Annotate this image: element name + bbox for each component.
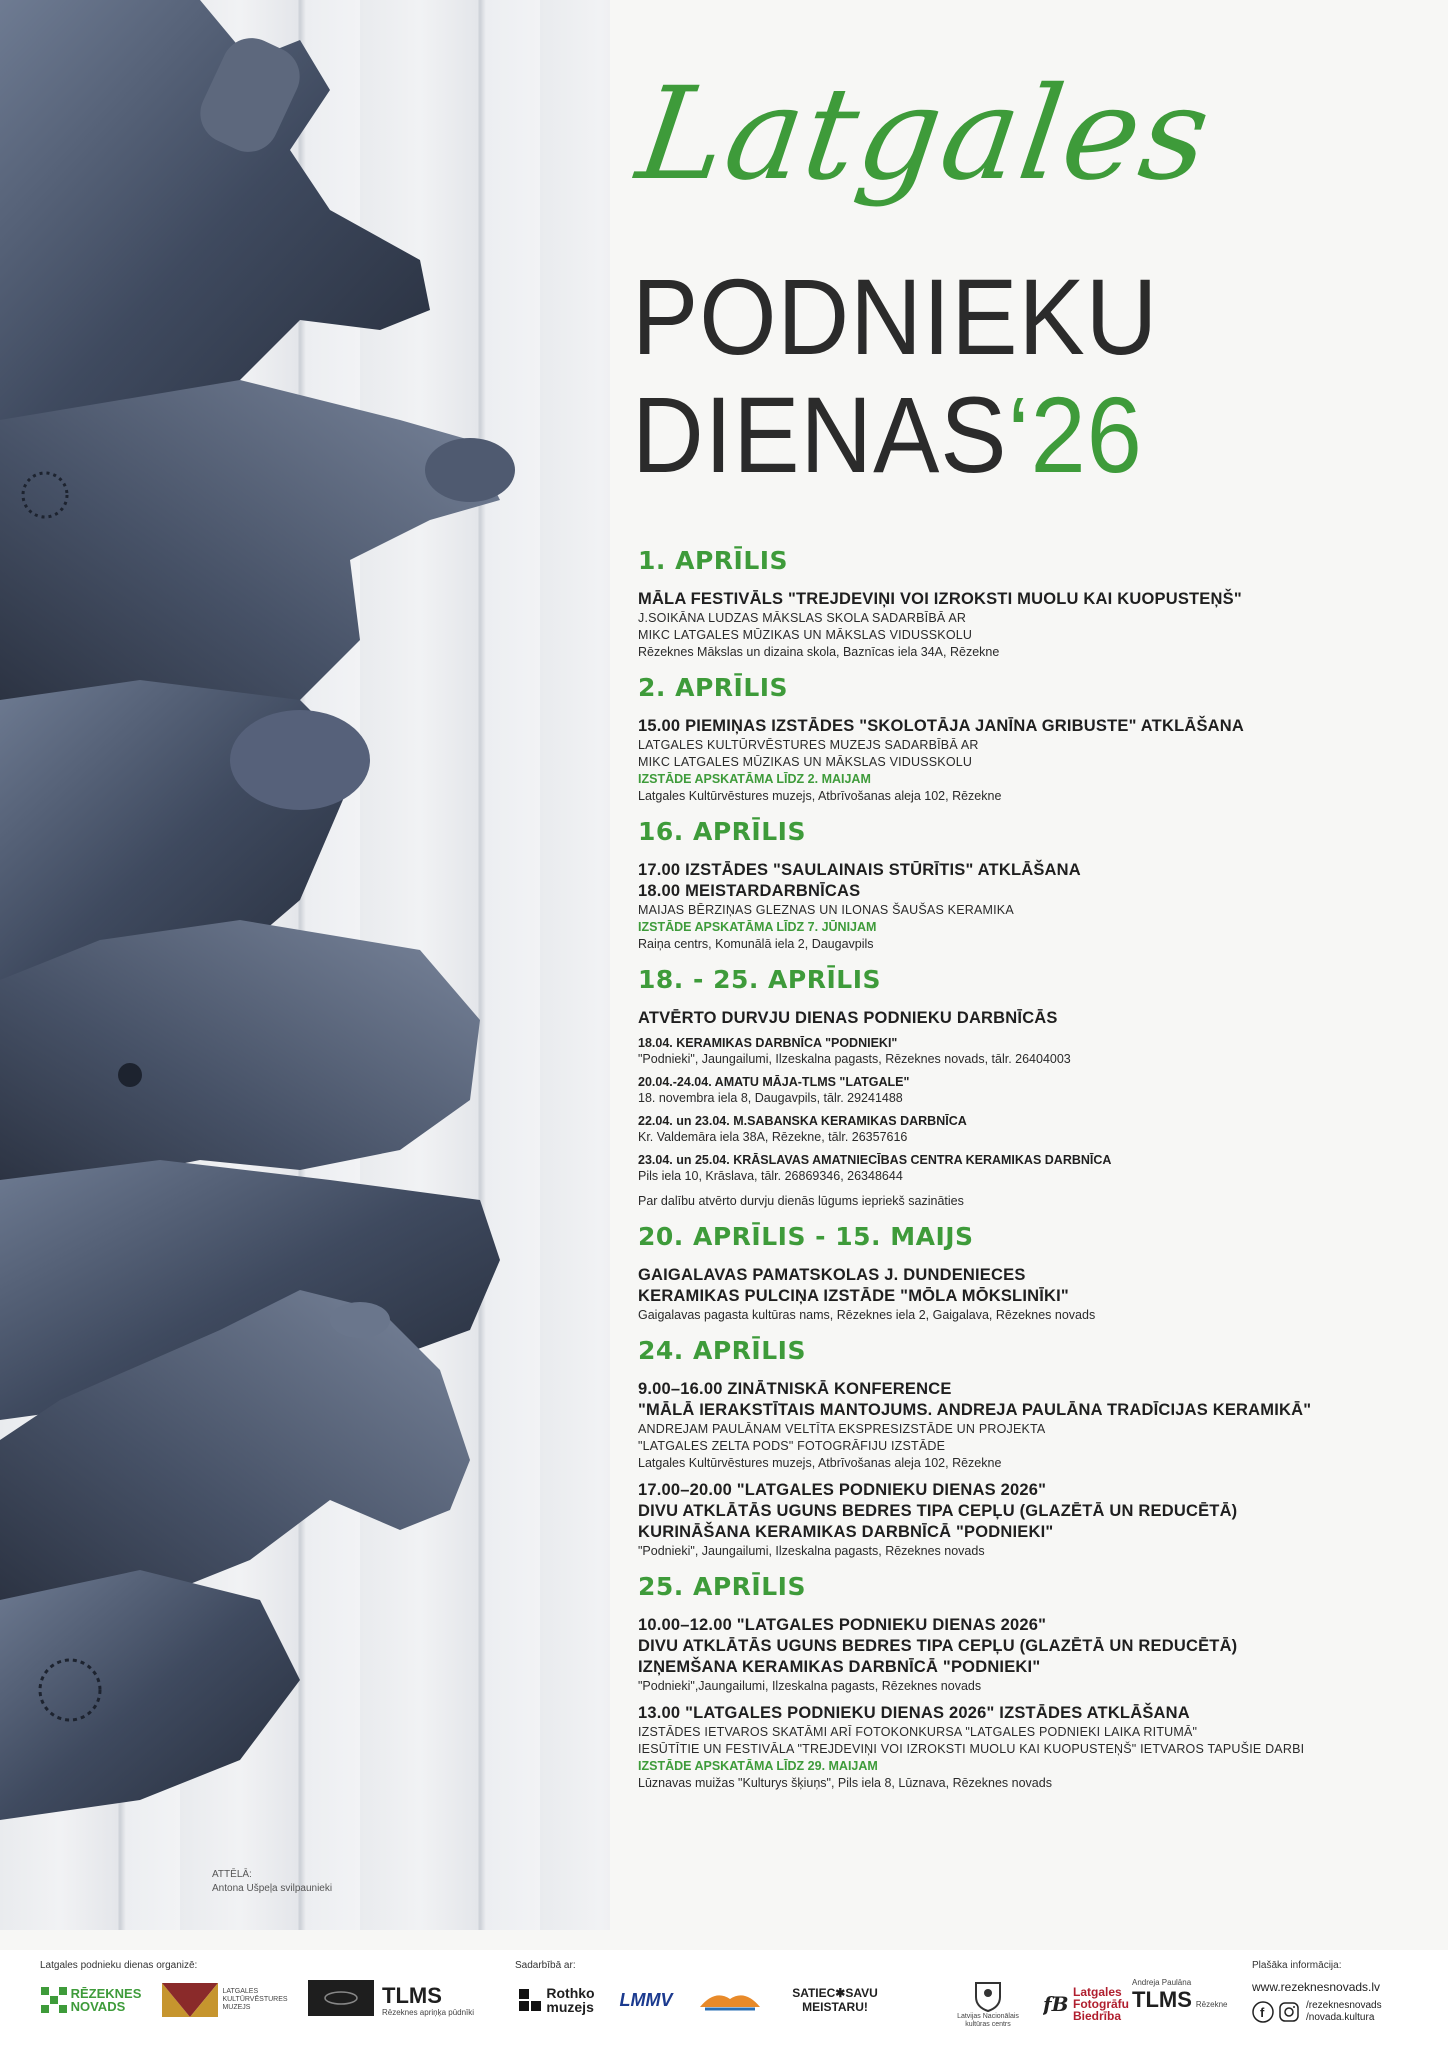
schedule-day xyxy=(638,817,1438,953)
facebook-icon[interactable] xyxy=(1252,2001,1274,2023)
event-detail: "Podnieki", Jaungailumi, Ilzeskalna pagasts, Rēzeknes novads, tālr. 26404003 xyxy=(638,1052,1071,1066)
exhibition-until: IZSTĀDE APSKATĀMA LĪDZ 7. JŪNIJAM xyxy=(638,920,877,934)
rothko-museum-logo xyxy=(512,1980,602,2020)
social-links xyxy=(1252,2000,1382,2024)
event-title: 17.00 IZSTĀDES "SAULAINAIS STŪRĪTIS" ATKLĀŠANA xyxy=(638,861,1081,879)
workshop-title: 20.04.-24.04. AMATU MĀJA-TLMS "LATGALE" xyxy=(638,1075,910,1089)
partner-dark-logo xyxy=(308,1980,374,2016)
event-title: 17.00–20.00 "LATGALES PODNIEKU DIENAS 2026" xyxy=(638,1481,1047,1499)
title-year: ‘26 xyxy=(1007,374,1143,495)
lfb-line2: Fotogrāfu xyxy=(1073,1997,1129,2011)
organizers-label: Latgales podnieku dienas organizē: xyxy=(40,1960,198,1971)
event-title: MĀLA FESTIVĀLS "TREJDEVIŅI VOI IZROKSTI MUOLU KAI KUOPUSTEŅŠ" xyxy=(638,590,1242,608)
event-title: "MĀLĀ IERAKSTĪTAIS MANTOJUMS. ANDREJA PAULĀNA TRADĪCIJAS KERAMIKĀ" xyxy=(638,1401,1312,1419)
website-link[interactable]: www.rezeknesnovads.lv xyxy=(1252,1980,1381,1994)
event-title: 15.00 PIEMIŅAS IZSTĀDES "SKOLOTĀJA JANĪNA GRIBUSTE" ATKLĀŠANA xyxy=(638,717,1245,735)
rezeknes-line1: RĒZEKNES xyxy=(70,1986,142,2001)
rezeknes-line2: NOVADS xyxy=(70,1999,126,2014)
event-title: DIVU ATKLĀTĀS UGUNS BEDRES TIPA CEPĻU (GLAZĒTĀ UN REDUCĒTĀ) xyxy=(638,1502,1238,1520)
svg-text:fB: fB xyxy=(1043,1992,1069,2016)
rothko-line1: Rothko xyxy=(546,1985,595,2001)
title-line-2 xyxy=(632,376,1158,494)
event-detail: LATGALES KULTŪRVĒSTURES MUZEJS SADARBĪBĀ AR xyxy=(638,738,979,752)
andreja-paulana-tlms-logo xyxy=(1132,1966,1236,2026)
exhibition-until: IZSTĀDE APSKATĀMA LĪDZ 29. MAIJAM xyxy=(638,1759,878,1773)
lkm-line1: LATGALES xyxy=(222,1988,259,1995)
rothko-line2: muzejs xyxy=(546,1999,594,2015)
event-detail: Latgales Kultūrvēstures muzejs, Atbrīvošanas aleja 102, Rēzekne xyxy=(638,1456,1002,1470)
event-detail: "Podnieki",Jaungailumi, Ilzeskalna pagasts, Rēzeknes novads xyxy=(638,1679,982,1693)
event-detail: Kr. Valdemāra iela 38A, Rēzekne, tālr. 26357616 xyxy=(638,1130,908,1144)
event-detail: Gaigalavas pagasta kultūras nams, Rēzeknes iela 2, Gaigalava, Rēzeknes novads xyxy=(638,1308,1096,1322)
schedule-day xyxy=(638,1222,1438,1324)
photo-caption xyxy=(212,1868,332,1896)
schedule-day xyxy=(638,1572,1438,1792)
tlms-subtitle: Rēzeknes apriņķa pūdnīki xyxy=(382,2008,475,2017)
event-title: 10.00–12.00 "LATGALES PODNIEKU DIENAS 2026" xyxy=(638,1616,1047,1634)
rezeknes-emblem-icon xyxy=(41,1987,67,2013)
title-dienas: DIENAS xyxy=(632,374,1008,495)
instagram-icon[interactable] xyxy=(1278,2001,1300,2023)
script-title: Latgales xyxy=(629,60,1220,209)
partners-label: Sadarbībā ar: xyxy=(515,1960,576,1971)
event-detail: ANDREJAM PAULĀNAM VELTĪTA EKSPRESIZSTĀDE UN PROJEKTA xyxy=(638,1422,1046,1436)
day-date: 2. APRĪLIS xyxy=(638,673,789,702)
lkm-emblem-icon xyxy=(162,1983,218,2017)
lmmv-logo xyxy=(612,1980,680,2020)
event-detail: 18. novembra iela 8, Daugavpils, tālr. 29241488 xyxy=(638,1091,903,1105)
schedule-day xyxy=(638,965,1438,1210)
event-title: 13.00 "LATGALES PODNIEKU DIENAS 2026" IZSTĀDES ATKLĀŠANA xyxy=(638,1704,1190,1722)
workshop-title: 23.04. un 25.04. KRĀSLAVAS AMATNIECĪBAS CENTRA KERAMIKAS DARBNĪCA xyxy=(638,1153,1112,1167)
schedule-day xyxy=(638,546,1438,661)
event-detail: IESŪTĪTIE UN FESTIVĀLA "TREJDEVIŅI VOI IZROKSTI MUOLU KAI KUOPUSTEŅŠ" IETVAROS TAPUŠIE DARBI xyxy=(638,1742,1305,1756)
title-line-1: PODNIEKU xyxy=(632,256,1159,377)
event-schedule xyxy=(638,542,1438,1804)
event-title: IZŅEMŠANA KERAMIKAS DARBNĪCĀ "PODNIEKI" xyxy=(638,1658,1041,1676)
event-title: KURINĀŠANA KERAMIKAS DARBNĪCĀ "PODNIEKI" xyxy=(638,1523,1054,1541)
event-title: 9.00–16.00 ZINĀTNISKĀ KONFERENCE xyxy=(638,1380,952,1398)
lkm-line2: KULTŪRVĒSTURES xyxy=(222,1996,288,2003)
tlms-title: TLMS xyxy=(382,1983,442,2008)
satiec-savu-meistaru-logo xyxy=(782,1980,888,2020)
event-detail: IZSTĀDES IETVAROS SKATĀMI ARĪ FOTOKONKURSA "LATGALES PODNIEKI LAIKA RITUMĀ" xyxy=(638,1725,1198,1739)
schedule-day xyxy=(638,1336,1438,1560)
lmmv-text: LMMV xyxy=(619,1989,673,2010)
event-detail: MIKC LATGALES MŪZIKAS UN MĀKSLAS VIDUSSKOLU xyxy=(638,628,973,642)
soikana-school-logo xyxy=(690,1980,770,2020)
day-date: 16. APRĪLIS xyxy=(638,817,806,846)
event-detail: Pils iela 10, Krāslava, tālr. 26869346, 26348644 xyxy=(638,1169,903,1183)
exhibition-until: IZSTĀDE APSKATĀMA LĪDZ 2. MAIJAM xyxy=(638,772,871,786)
schedule-day xyxy=(638,673,1438,805)
ap-tlms: TLMS xyxy=(1132,1987,1192,2012)
lfb-line3: Biedrība xyxy=(1073,2009,1122,2023)
fox-icon xyxy=(695,1985,765,2015)
satiec-line1: SATIEC✱SAVU xyxy=(792,1986,878,2000)
svg-text:f: f xyxy=(1260,2005,1265,2020)
latgales-fotografu-biedriba-logo xyxy=(1036,1980,1136,2028)
ap-top: Andreja Paulāna xyxy=(1132,1978,1192,1987)
event-title: DIVU ATKLĀTĀS UGUNS BEDRES TIPA CEPĻU (GLAZĒTĀ UN REDUCĒTĀ) xyxy=(638,1637,1238,1655)
event-detail: Par dalību atvērto durvju dienās lūgums iepriekš sazināties xyxy=(638,1194,964,1208)
latvian-coat-of-arms-icon xyxy=(973,1979,1003,2013)
dark-emblem-icon xyxy=(321,1988,361,2008)
latgales-kulturvestures-muzejs-logo xyxy=(160,1980,290,2020)
event-title: ATVĒRTO DURVJU DIENAS PODNIEKU DARBNĪCĀS xyxy=(638,1009,1058,1027)
day-date: 20. APRĪLIS - 15. MAIJS xyxy=(638,1222,974,1251)
event-detail: Latgales Kultūrvēstures muzejs, Atbrīvošanas aleja 102, Rēzekne xyxy=(638,789,1002,803)
event-detail: "LATGALES ZELTA PODS" FOTOGRĀFIJU IZSTĀDE xyxy=(638,1439,946,1453)
event-title: 18.00 MEISTARDARBNĪCAS xyxy=(638,882,861,900)
ceramic-figures-illustration xyxy=(0,0,610,1930)
lkm-line3: MUZEJS xyxy=(222,2004,251,2011)
info-label: Plašāka informācija: xyxy=(1252,1960,1342,1971)
day-date: 18. - 25. APRĪLIS xyxy=(638,965,882,994)
event-detail: MAIJAS BĒRZIŅAS GLEZNAS UN ILONAS ŠAUŠAS KERAMIKA xyxy=(638,903,1014,917)
event-detail: J.SOIKĀNA LUDZAS MĀKSLAS SKOLA SADARBĪBĀ AR xyxy=(638,611,967,625)
lfb-line1: Latgales xyxy=(1073,1985,1122,1999)
workshop-title: 18.04. KERAMIKAS DARBNĪCA "PODNIEKI" xyxy=(638,1036,898,1050)
event-detail: Rēzeknes Mākslas un dizaina skola, Baznīcas iela 34A, Rēzekne xyxy=(638,645,1000,659)
event-detail: "Podnieki", Jaungailumi, Ilzeskalna pagasts, Rēzeknes novads xyxy=(638,1544,985,1558)
day-date: 1. APRĪLIS xyxy=(638,546,789,575)
event-title: GAIGALAVAS PAMATSKOLAS J. DUNDENIECES xyxy=(638,1266,1026,1284)
workshop-title: 22.04. un 23.04. M.SABANSKA KERAMIKAS DARBNĪCA xyxy=(638,1114,967,1128)
ap-sub: Rēzekne xyxy=(1195,2000,1228,2009)
social-handle-1[interactable]: /rezeknesnovads xyxy=(1306,2000,1382,2011)
caption-text: Antona Ušpeļa svilpaunieki xyxy=(212,1883,333,1894)
event-title: KERAMIKAS PULCIŅA IZSTĀDE "MŌLA MŌKSLINĪKI" xyxy=(638,1287,1069,1305)
page-title xyxy=(632,258,1158,494)
photo-ceramic-whistles xyxy=(0,0,610,1930)
rezeknes-novads-logo xyxy=(36,1980,146,2020)
lnkc-line1: Latvijas Nacionālais xyxy=(957,2013,1019,2020)
day-date: 25. APRĪLIS xyxy=(638,1572,806,1601)
event-detail: Raiņa centrs, Komunālā iela 2, Daugavpils xyxy=(638,937,874,951)
caption-label: ATTĒLĀ: xyxy=(212,1869,252,1880)
day-date: 24. APRĪLIS xyxy=(638,1336,806,1365)
event-detail: MIKC LATGALES MŪZIKAS UN MĀKSLAS VIDUSSKOLU xyxy=(638,755,973,769)
lnkc-line2: kultūras centrs xyxy=(965,2021,1011,2028)
event-detail: Lūznavas muižas "Kulturys šķiuņs", Pils iela 8, Lūznava, Rēzeknes novads xyxy=(638,1776,1052,1790)
lfb-emblem-icon xyxy=(1043,1989,1069,2019)
satiec-line2: MEISTARU! xyxy=(802,2000,868,2014)
social-handle-2[interactable]: /novada.kultura xyxy=(1306,2012,1375,2023)
tlms-logo xyxy=(382,1976,502,2024)
rothko-icon xyxy=(519,1989,541,2011)
lnkc-logo xyxy=(938,1968,1038,2040)
footer xyxy=(0,1950,1448,2048)
